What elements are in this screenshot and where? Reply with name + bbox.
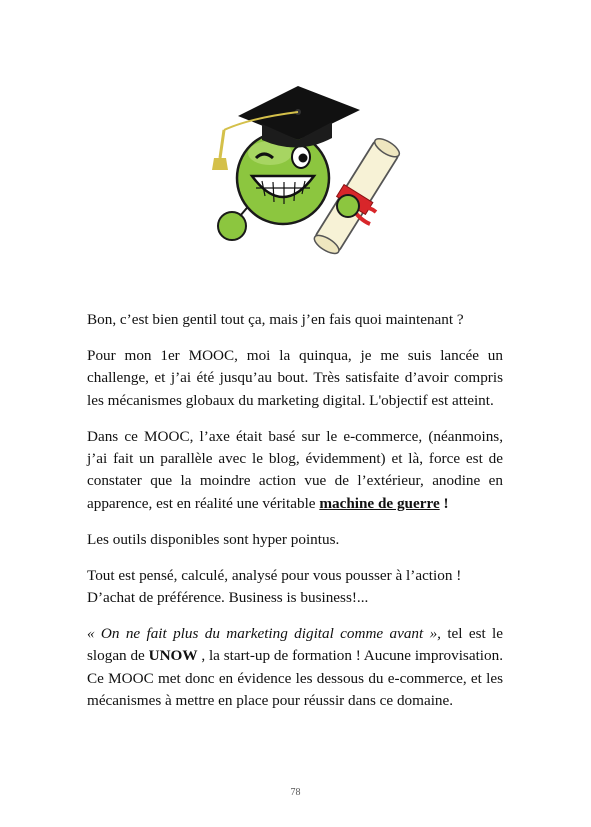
paragraph-intro (87, 309, 503, 331)
paragraph-unow-mid: tel est le slogan de (87, 624, 503, 665)
paragraph-unow (87, 623, 503, 713)
paragraph-unow-end: , la start-up de formation ! Aucune improvisation. Ce MOOC met donc en évidence les dessous du e-commerce, et les mécanismes à mettre en place pour réussir dans ce domaine. (87, 647, 503, 710)
paragraph-first-mooc (87, 345, 503, 412)
body-text (87, 309, 503, 726)
graduate-smiley-icon (180, 78, 410, 278)
paragraph-ecommerce-end: ! (439, 494, 449, 512)
emphasis-machine-de-guerre: machine de guerre (319, 494, 440, 512)
paragraph-tools (87, 529, 503, 551)
paragraph-tools-text: Les outils disponibles sont hyper pointus. (87, 530, 340, 548)
paragraph-business-line1: Tout est pensé, calculé, analysé pour vous pousser à l’action ! (87, 566, 462, 584)
page-number: 78 (290, 787, 301, 798)
paragraph-business-line2: D’achat de préférence. Business is business!... (87, 589, 369, 607)
paragraph-first-mooc-text: Pour mon 1er MOOC, moi la quinqua, je me suis lancée un challenge, et j’ai été jusqu’au bout. Très satisfaite d’avoir compris les mécanismes globaux du marketing digital. L'objectif est atteint. (87, 346, 503, 409)
brand-unow: UNOW (148, 647, 198, 665)
slogan-quote: « On ne fait plus du marketing digital comme avant », (87, 624, 441, 642)
paragraph-business (87, 565, 503, 610)
paragraph-ecommerce (87, 426, 503, 516)
paragraph-ecommerce-text: Dans ce MOOC, l’axe était basé sur le e-commerce, (néanmoins, j’ai fait un parallèle avec le blog, évidemment) et là, force est de constater que la moindre action vue de l’extérieur, anodine en apparence, est en réalité une véritable (87, 427, 503, 512)
paragraph-intro-text: Bon, c’est bien gentil tout ça, mais j’en fais quoi maintenant ? (87, 311, 464, 328)
